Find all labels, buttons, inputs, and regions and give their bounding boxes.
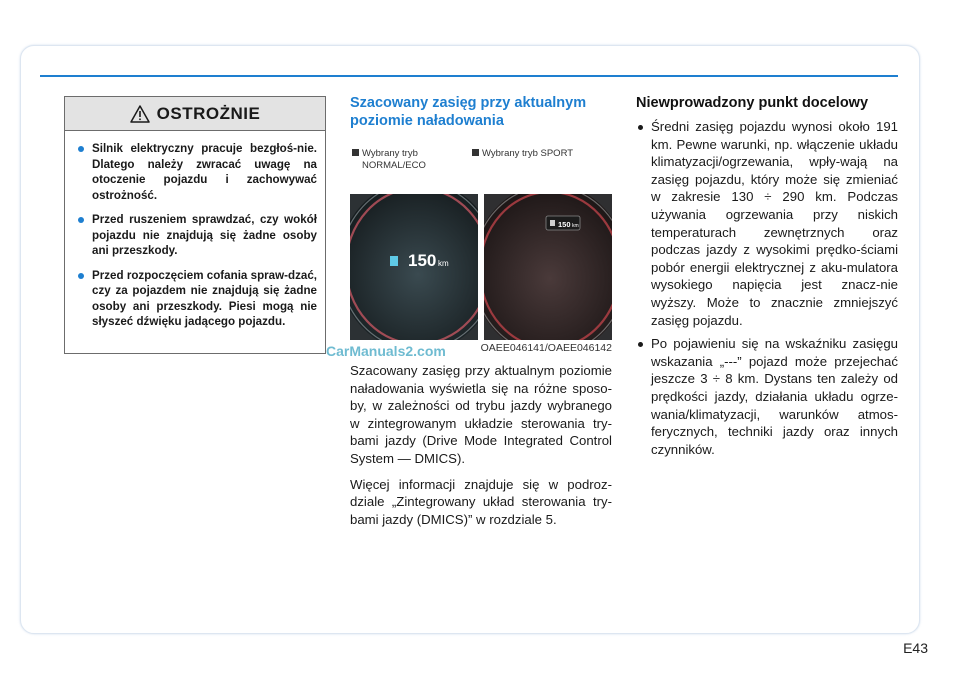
right-column — [636, 94, 898, 464]
bullet-list — [636, 118, 898, 458]
cluster-photos — [350, 194, 612, 340]
sport-display — [472, 194, 612, 340]
range-unit-normal: km — [438, 259, 449, 268]
warning-item-text: Przed rozpoczęciem cofania spraw-dzać, czy za pojazdem nie znajdują się żadne osoby ani przeszkody. Piesi mogą nie słyszeć dźwięku jadącego pojazdu. — [92, 268, 317, 328]
square-bullet-icon — [472, 149, 479, 156]
warning-item — [73, 141, 317, 203]
figure-label-normal-eco: Wybrany tryb NORMAL/ECO — [352, 148, 426, 172]
paragraph: Szacowany zasięg przy aktualnym poziomie naładowania wyświetla się na różne sposo-by, w zależności od trybu jazdy wybranego w zintegrowanym układzie sterowania try-bami jazdy (Drive Mode Integrated Control System — DMICS). — [350, 363, 612, 466]
bullet-icon — [78, 273, 84, 279]
warning-item-text: Przed ruszeniem sprawdzać, czy wokół pojazdu nie znajdują się żadne osoby ani przeszkody. — [92, 213, 317, 257]
section-heading: Szacowany zasięg przy aktualnym poziomie naładowania — [350, 95, 587, 129]
instrument-cluster-figure — [350, 142, 612, 352]
warning-list — [65, 131, 325, 330]
list-item-text: Średni zasięg pojazdu wynosi około 191 km. Pewne warunki, np. włączenie układu klimatyzacji/ogrzewania, wpły-wają na zasięg pojazdu, który może się zmieniać w zakresie 130 ÷ 290 km. Podczas używania ogrzewania przy niskich temperaturach zewnętrznych oraz podczas jazdy z wysokimi prędko-ściami pobór energii elektrycznej z aku-mulatora wysokiego napięcia jest znacz-nie wyższy. Może to znacznie zmniejszyć zasięg pojazdu. — [651, 119, 898, 328]
figure-label-sport: Wybrany tryb SPORT — [472, 148, 573, 160]
warning-item-text: Silnik elektryczny pracuje bezgłoś-nie. Dlatego należy zwracać uwagę na otoczenie pojazdu i zachowywać ostrożność. — [92, 142, 317, 202]
bullet-icon — [638, 342, 643, 347]
bullet-icon — [78, 217, 84, 223]
middle-column — [350, 94, 612, 536]
watermark: CarManuals2.com — [326, 343, 446, 359]
bullet-icon — [638, 125, 643, 130]
range-unit-sport: km — [572, 223, 579, 229]
top-rule — [40, 75, 898, 77]
paragraph: Więcej informacji znajduje się w podroz-dziale „Zintegrowany układ sterowania try-bami jazdy (DMICS)” w rozdziale 5. — [350, 476, 612, 527]
warning-header — [65, 97, 325, 131]
warning-triangle-icon — [130, 105, 150, 123]
square-bullet-icon — [352, 149, 359, 156]
warning-item — [73, 212, 317, 259]
bullet-icon — [78, 146, 84, 152]
list-item-text: Po pojawieniu się na wskaźniku zasięgu wskazania „---” pojazd może przejechać jeszcze 3 ÷ 8 km. Dystans ten zależy od prędkości jazdy, działania układu ogrze-wania/klimatyzacji, warunków atmos-ferycznych, techniki jazdy oraz innych czynników. — [651, 336, 898, 457]
figure-caption: OAEE046141/OAEE046142 — [480, 342, 612, 354]
page-number: E43 — [903, 640, 928, 656]
warning-box — [64, 96, 326, 354]
list-item — [636, 118, 898, 329]
range-value-sport: 150 — [558, 220, 571, 229]
warning-item — [73, 268, 317, 330]
warning-title: OSTROŻNIE — [156, 103, 261, 123]
range-value-normal: 150 — [408, 251, 437, 270]
section-heading: Niewprowadzony punkt docelowy — [636, 95, 869, 111]
list-item — [636, 335, 898, 458]
